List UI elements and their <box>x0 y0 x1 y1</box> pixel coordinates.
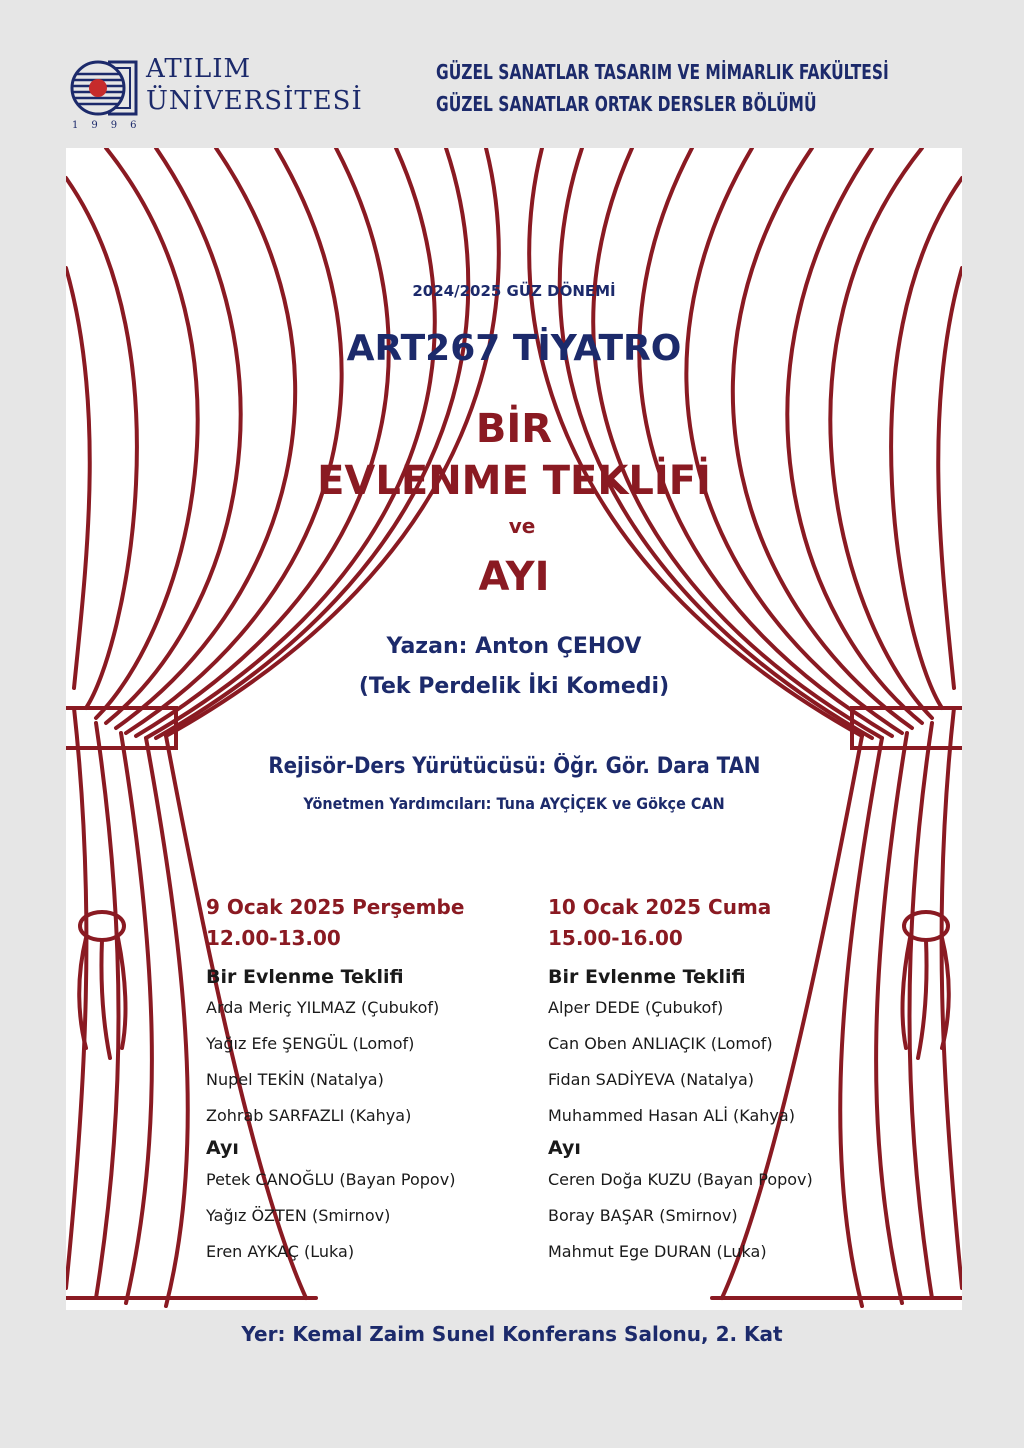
university-name-line1: ATILIM <box>146 54 252 84</box>
author-credit: Yazan: Anton ÇEHOV <box>386 634 642 659</box>
cast-member: Mahmut Ege DURAN (Luka) <box>548 1242 767 1261</box>
cast-member: Fidan SADİYEVA (Natalya) <box>548 1070 754 1089</box>
university-founding-year: 1996 <box>72 120 150 131</box>
course-title: ART267 TİYATRO <box>346 328 682 369</box>
university-logo <box>68 52 368 132</box>
cast-member: Boray BAŞAR (Smirnov) <box>548 1206 738 1225</box>
cast-member: Zohrab SARFAZLI (Kahya) <box>206 1106 412 1125</box>
semester-label: 2024/2025 GÜZ DÖNEMİ <box>412 282 616 300</box>
cast-member: Yağız Efe ŞENGÜL (Lomof) <box>206 1034 415 1053</box>
play-subtitle: (Tek Perdelik İki Komedi) <box>358 674 670 699</box>
cast-play1-heading: Bir Evlenme Teklifi <box>548 966 746 988</box>
university-emblem-icon <box>68 56 140 120</box>
play1-title-line2: EVLENME TEKLİFİ <box>317 458 711 504</box>
cast-member: Arda Meriç YILMAZ (Çubukof) <box>206 998 440 1017</box>
cast-member: Alper DEDE (Çubukof) <box>548 998 724 1017</box>
cast-play2-heading: Ayı <box>548 1137 581 1159</box>
conjunction: ve <box>508 514 536 538</box>
director-text: Rejisör-Ders Yürütücüsü: Öğr. Gör. Dara TAN <box>267 754 761 779</box>
cast-member: Muhammed Hasan ALİ (Kahya) <box>548 1106 795 1125</box>
cast-member: Ceren Doğa KUZU (Bayan Popov) <box>548 1170 813 1189</box>
assistant-directors <box>66 794 962 813</box>
venue-info: Yer: Kemal Zaim Sunel Konferans Salonu, 2. Kat <box>241 1322 783 1346</box>
assistants-text: Yönetmen Yardımcıları: Tuna AYÇİÇEK ve Gökçe CAN <box>303 794 725 813</box>
cast-member: Eren AYKAÇ (Luka) <box>206 1242 355 1261</box>
play1-title-line1: BİR <box>475 406 553 452</box>
cast-member: Yağız ÖZTEN (Smirnov) <box>206 1206 391 1225</box>
cast-member: Can Oben ANLIAÇIK (Lomof) <box>548 1034 773 1053</box>
cast-member: Nupel TEKİN (Natalya) <box>206 1070 384 1089</box>
cast-play2-heading: Ayı <box>206 1137 239 1159</box>
play2-title: AYI <box>478 554 550 600</box>
faculty-heading <box>436 56 962 120</box>
performance-time: 12.00-13.00 <box>206 926 341 950</box>
director-credit <box>66 754 962 779</box>
poster-panel <box>66 148 962 1310</box>
cast-member: Petek CANOĞLU (Bayan Popov) <box>206 1170 456 1189</box>
performance-date: 10 Ocak 2025 Cuma <box>548 895 772 919</box>
performance-column-2 <box>548 892 878 1270</box>
department-name: GÜZEL SANATLAR ORTAK DERSLER BÖLÜMÜ <box>435 92 817 116</box>
faculty-name: GÜZEL SANATLAR TASARIM VE MİMARLIK FAKÜLTESİ <box>435 60 889 84</box>
performance-column-1 <box>206 892 536 1270</box>
performance-time: 15.00-16.00 <box>548 926 683 950</box>
cast-play1-heading: Bir Evlenme Teklifi <box>206 966 404 988</box>
performance-date: 9 Ocak 2025 Perşembe <box>206 895 465 919</box>
university-name-line2: ÜNİVERSİTESİ <box>146 86 363 116</box>
